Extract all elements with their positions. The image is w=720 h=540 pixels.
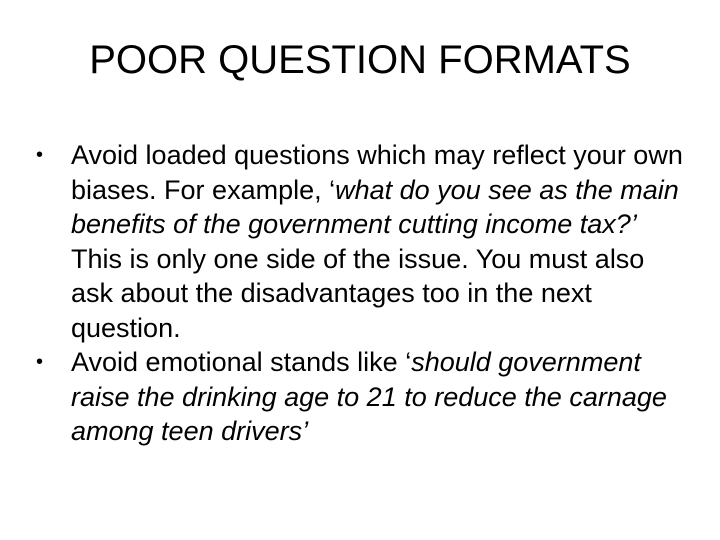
- bullet-text-plain: Avoid loaded questions which may reflect your own biases. For example, ‘: [71, 140, 683, 205]
- bullet-item: [36, 138, 686, 345]
- bullet-item: [36, 345, 686, 449]
- bullet-text-plain: This is only one side of the issue. You must also ask about the disadvantages too in the next question.: [71, 243, 645, 343]
- bullet-text-example: what do you see as the main benefits of the government cutting income tax?’: [71, 174, 679, 239]
- bullet-text-plain: Avoid emotional stands like ‘: [71, 347, 412, 377]
- bullet-marker: •: [36, 144, 44, 166]
- bullet-marker: •: [36, 351, 44, 373]
- bullet-list: [36, 138, 686, 449]
- bullet-text-example: should government raise the drinking age to 21 to reduce the carnage among teen drivers’: [71, 347, 667, 446]
- slide-title: POOR QUESTION FORMATS: [89, 38, 631, 82]
